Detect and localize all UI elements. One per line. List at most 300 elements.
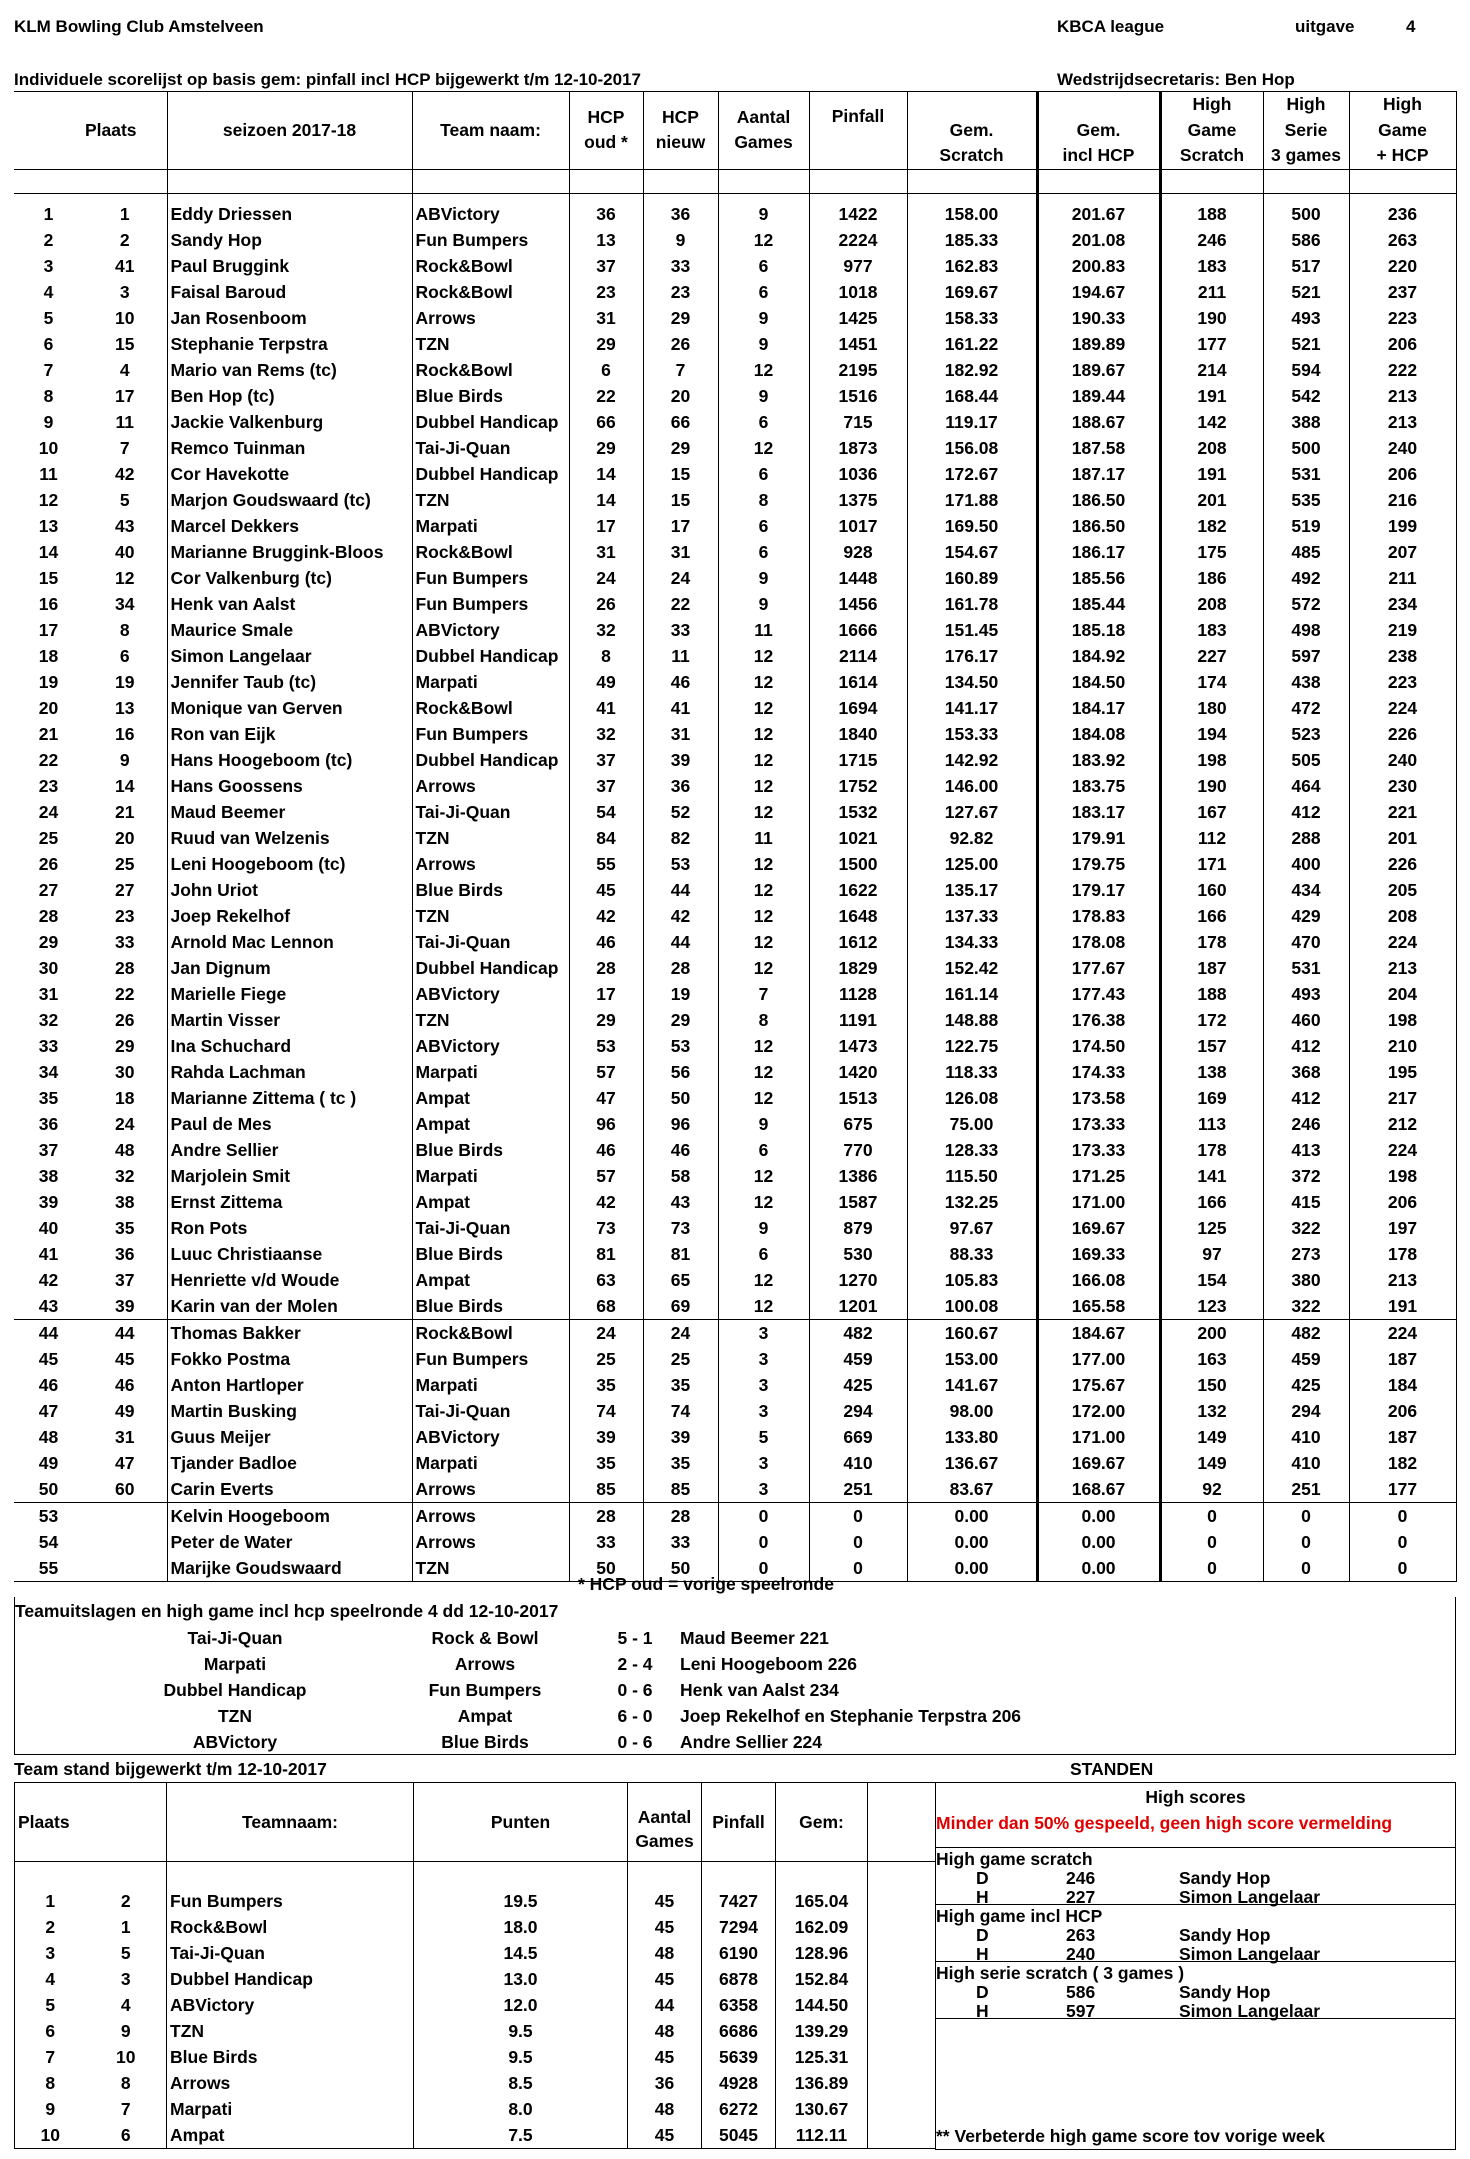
high-serie: 294: [1263, 1398, 1349, 1424]
games: 12: [718, 1267, 809, 1293]
high-game-scratch: 150: [1160, 1372, 1263, 1398]
high-score-player: Simon Langelaar: [1179, 2001, 1321, 2021]
gem-scratch: 162.83: [907, 253, 1037, 279]
pinfall: 879: [809, 1215, 907, 1241]
games: 12: [718, 721, 809, 747]
hcp-old: 57: [569, 1059, 643, 1085]
high-game-hcp: 213: [1349, 955, 1456, 981]
gem-hcp: 174.33: [1037, 1059, 1160, 1085]
high-game-hcp: 197: [1349, 1215, 1456, 1241]
pinfall: 1017: [809, 513, 907, 539]
pinfall: 1018: [809, 279, 907, 305]
pinfall: 1500: [809, 851, 907, 877]
group-divider: [936, 1904, 1455, 1905]
gem-hcp: 186.50: [1037, 487, 1160, 513]
high-serie: 0: [1263, 1555, 1349, 1582]
gem-scratch: 128.33: [907, 1137, 1037, 1163]
gem-scratch: 137.33: [907, 903, 1037, 929]
pinfall: 1873: [809, 435, 907, 461]
gem-scratch: 153.33: [907, 721, 1037, 747]
team-pinfall: 6272: [702, 2096, 776, 2122]
pinfall: 0: [809, 1502, 907, 1529]
prev-rank: 43: [115, 515, 135, 536]
games: 6: [718, 1137, 809, 1163]
games: 12: [718, 903, 809, 929]
high-game-scratch: 190: [1160, 773, 1263, 799]
pinfall: 1666: [809, 617, 907, 643]
table-row: [14, 721, 1456, 747]
high-game-hcp: 0: [1349, 1555, 1456, 1582]
games: 0: [718, 1555, 809, 1582]
result-high-game: Joep Rekelhof en Stephanie Terpstra 206: [680, 1706, 1022, 1726]
hcp-new: 36: [643, 773, 718, 799]
player-name: Guus Meijer: [167, 1424, 412, 1450]
table-row: [14, 1372, 1456, 1398]
games: 12: [718, 669, 809, 695]
prev-rank: 26: [115, 1009, 135, 1030]
pinfall: 1128: [809, 981, 907, 1007]
team-pinfall: 6190: [702, 1940, 776, 1966]
table-row: [15, 1888, 936, 1914]
hcp-old: 32: [569, 617, 643, 643]
team-name: Arrows: [412, 1502, 569, 1529]
prev-rank: 13: [115, 697, 135, 718]
rank: 31: [38, 983, 59, 1004]
player-name: Ina Schuchard: [167, 1033, 412, 1059]
team-results-title: Teamuitslagen en high game incl hcp speelronde 4 dd 12-10-2017: [15, 1601, 559, 1621]
team-points: 7.5: [414, 2122, 628, 2149]
high-serie: 482: [1263, 1319, 1349, 1346]
hcp-old: 41: [569, 695, 643, 721]
high-game-hcp: 238: [1349, 643, 1456, 669]
hcp-new: 52: [643, 799, 718, 825]
team-name: ABVictory: [412, 201, 569, 227]
player-name: Jennifer Taub (tc): [167, 669, 412, 695]
high-serie: 400: [1263, 851, 1349, 877]
team-standings-table: [14, 1782, 936, 2149]
hcp-new: 53: [643, 1033, 718, 1059]
pinfall: 1036: [809, 461, 907, 487]
team-name: Rock&Bowl: [412, 1319, 569, 1346]
gem-scratch: 169.50: [907, 513, 1037, 539]
high-score-value: 586: [1066, 1982, 1096, 2002]
high-serie: 288: [1263, 825, 1349, 851]
table-row: [15, 2070, 936, 2096]
group-divider: [936, 1961, 1455, 1962]
hcp-old: 63: [569, 1267, 643, 1293]
gem-scratch: 185.33: [907, 227, 1037, 253]
rank: 47: [38, 1400, 59, 1421]
high-game-hcp: 207: [1349, 539, 1456, 565]
high-scores-footer: ** Verbeterde high game score tov vorige week: [936, 2126, 1326, 2146]
high-score-gender: H: [976, 1944, 989, 1964]
player-name: Martin Busking: [167, 1398, 412, 1424]
gem-scratch: 161.14: [907, 981, 1037, 1007]
table-row: [14, 773, 1456, 799]
player-name: Ruud van Welzenis: [167, 825, 412, 851]
hcp-old: 35: [569, 1450, 643, 1476]
team-name: Fun Bumpers: [412, 227, 569, 253]
gem-hcp: 179.91: [1037, 825, 1160, 851]
standings-heading: STANDEN: [1070, 1759, 1154, 1779]
player-name: Fokko Postma: [167, 1346, 412, 1372]
pinfall: 2114: [809, 643, 907, 669]
gem-hcp: 184.92: [1037, 643, 1160, 669]
table-row: [14, 1529, 1456, 1555]
rank: 5: [43, 307, 54, 328]
table-row: [14, 1007, 1456, 1033]
pinfall: 2195: [809, 357, 907, 383]
gem-hcp: 172.00: [1037, 1398, 1160, 1424]
high-serie: 531: [1263, 955, 1349, 981]
hcp-old: 29: [569, 435, 643, 461]
result-score: 0 - 6: [617, 1680, 653, 1700]
player-name: Tjander Badloe: [167, 1450, 412, 1476]
gem-scratch: 148.88: [907, 1007, 1037, 1033]
high-serie: 429: [1263, 903, 1349, 929]
rank: 22: [38, 749, 59, 770]
gem-hcp: 201.08: [1037, 227, 1160, 253]
team-name: Dubbel Handicap: [412, 461, 569, 487]
team-name: Dubbel Handicap: [412, 643, 569, 669]
games: 6: [718, 461, 809, 487]
player-name: Marcel Dekkers: [167, 513, 412, 539]
high-game-scratch: 125: [1160, 1215, 1263, 1241]
table-row: [14, 1450, 1456, 1476]
games: 12: [718, 1059, 809, 1085]
team-points: 9.5: [414, 2018, 628, 2044]
hcp-new: 44: [643, 877, 718, 903]
prev-rank: 28: [115, 957, 135, 978]
player-name: Jan Dignum: [167, 955, 412, 981]
team-games: 48: [628, 2018, 702, 2044]
col-games: Aantal Games: [718, 92, 809, 170]
team-games: 48: [628, 1940, 702, 1966]
games: 3: [718, 1450, 809, 1476]
high-serie: 523: [1263, 721, 1349, 747]
rank: 12: [38, 489, 59, 510]
games: 9: [718, 305, 809, 331]
team-prev-rank: 5: [120, 1943, 131, 1963]
gem-scratch: 0.00: [907, 1529, 1037, 1555]
hcp-old: 68: [569, 1293, 643, 1320]
hcp-old: 37: [569, 253, 643, 279]
games: 12: [718, 955, 809, 981]
high-score-gender: H: [976, 2001, 989, 2021]
high-game-hcp: 206: [1349, 461, 1456, 487]
rank: 54: [38, 1531, 59, 1552]
pinfall: 1451: [809, 331, 907, 357]
high-score-player: Sandy Hop: [1179, 1982, 1271, 2002]
hcp-new: 29: [643, 305, 718, 331]
hcp-new: 28: [643, 1502, 718, 1529]
team-name: ABVictory: [167, 1992, 414, 2018]
hcp-old: 29: [569, 1007, 643, 1033]
high-game-hcp: 0: [1349, 1529, 1456, 1555]
table-row: [14, 851, 1456, 877]
high-game-hcp: 195: [1349, 1059, 1456, 1085]
table-row: [14, 513, 1456, 539]
result-home-team: Tai-Ji-Quan: [187, 1628, 283, 1648]
high-game-scratch: 188: [1160, 201, 1263, 227]
team-name: Marpati: [412, 669, 569, 695]
team-prev-rank: 10: [116, 2047, 136, 2067]
hcp-new: 50: [643, 1085, 718, 1111]
high-serie: 498: [1263, 617, 1349, 643]
player-name: Ron Pots: [167, 1215, 412, 1241]
player-name: Faisal Baroud: [167, 279, 412, 305]
team-name: Ampat: [412, 1111, 569, 1137]
high-serie: 273: [1263, 1241, 1349, 1267]
high-serie: 415: [1263, 1189, 1349, 1215]
gem-hcp: 179.75: [1037, 851, 1160, 877]
hcp-new: 69: [643, 1293, 718, 1320]
team-average: 152.84: [776, 1966, 868, 1992]
prev-rank: 10: [115, 307, 135, 328]
gem-scratch: 115.50: [907, 1163, 1037, 1189]
team-name: Rock&Bowl: [412, 539, 569, 565]
player-name: Jackie Valkenburg: [167, 409, 412, 435]
table-row: [15, 1966, 936, 1992]
team-name: Fun Bumpers: [412, 591, 569, 617]
prev-rank: 21: [115, 801, 135, 822]
rank: 49: [38, 1452, 59, 1473]
col-hcp-old: HCP oud *: [569, 92, 643, 170]
high-score-group-label: High serie scratch ( 3 games ): [936, 1963, 1185, 1983]
high-game-hcp: 211: [1349, 565, 1456, 591]
team-name: Tai-Ji-Quan: [412, 929, 569, 955]
hcp-new: 19: [643, 981, 718, 1007]
team-name: Tai-Ji-Quan: [412, 1398, 569, 1424]
rank: 17: [38, 619, 59, 640]
games: 12: [718, 1085, 809, 1111]
team-name: Blue Birds: [412, 1241, 569, 1267]
high-serie: 410: [1263, 1424, 1349, 1450]
team-name: Arrows: [412, 305, 569, 331]
hcp-new: 33: [643, 617, 718, 643]
rank: 38: [38, 1165, 59, 1186]
high-game-hcp: 187: [1349, 1424, 1456, 1450]
table-row: [14, 409, 1456, 435]
team-name: Tai-Ji-Quan: [412, 799, 569, 825]
games: 12: [718, 357, 809, 383]
games: 9: [718, 201, 809, 227]
high-game-hcp: 182: [1349, 1450, 1456, 1476]
high-game-scratch: 180: [1160, 695, 1263, 721]
hcp-old: 26: [569, 591, 643, 617]
player-name: Ben Hop (tc): [167, 383, 412, 409]
games: 8: [718, 487, 809, 513]
table-row: [14, 1346, 1456, 1372]
gem-hcp: 185.56: [1037, 565, 1160, 591]
hcp-new: 31: [643, 721, 718, 747]
games: 8: [718, 1007, 809, 1033]
hcp-old: 8: [569, 643, 643, 669]
games: 6: [718, 279, 809, 305]
hcp-new: 66: [643, 409, 718, 435]
pinfall: 1840: [809, 721, 907, 747]
high-serie: 412: [1263, 1033, 1349, 1059]
pinfall: 770: [809, 1137, 907, 1163]
player-name: Hans Goossens: [167, 773, 412, 799]
rank: 29: [38, 931, 59, 952]
hcp-new: 58: [643, 1163, 718, 1189]
high-game-hcp: 223: [1349, 669, 1456, 695]
table-row: [15, 2044, 936, 2070]
table-row: [14, 357, 1456, 383]
result-high-game: Maud Beemer 221: [680, 1628, 829, 1648]
col-team: Team naam:: [412, 92, 569, 170]
gem-scratch: 160.89: [907, 565, 1037, 591]
edition-number: 4: [1406, 17, 1416, 36]
hcp-old: 42: [569, 903, 643, 929]
team-pinfall: 5045: [702, 2122, 776, 2149]
pinfall: 0: [809, 1529, 907, 1555]
table-row: [14, 1476, 1456, 1503]
table-row: [14, 955, 1456, 981]
pinfall: 1420: [809, 1059, 907, 1085]
table-row: [14, 201, 1456, 227]
team-name: Arrows: [412, 851, 569, 877]
gem-hcp: 168.67: [1037, 1476, 1160, 1503]
hcp-old: 23: [569, 279, 643, 305]
high-game-scratch: 149: [1160, 1424, 1263, 1450]
high-game-hcp: 217: [1349, 1085, 1456, 1111]
high-game-scratch: 112: [1160, 825, 1263, 851]
hcp-new: 41: [643, 695, 718, 721]
player-name: Anton Hartloper: [167, 1372, 412, 1398]
hcp-new: 56: [643, 1059, 718, 1085]
prev-rank: 29: [115, 1035, 135, 1056]
gem-hcp: 171.00: [1037, 1189, 1160, 1215]
high-game-scratch: 174: [1160, 669, 1263, 695]
hcp-old: 31: [569, 539, 643, 565]
team-name: Blue Birds: [412, 1137, 569, 1163]
gem-hcp: 200.83: [1037, 253, 1160, 279]
hcp-new: 24: [643, 565, 718, 591]
col-gem-scratch: Gem. Scratch: [907, 92, 1037, 170]
high-serie: 500: [1263, 201, 1349, 227]
col-season: seizoen 2017-18: [167, 92, 412, 170]
team-standings-title: Team stand bijgewerkt t/m 12-10-2017: [14, 1759, 327, 1779]
rank: 44: [38, 1322, 59, 1343]
high-score-value: 597: [1066, 2001, 1096, 2021]
team-name: Marpati: [412, 1450, 569, 1476]
high-game-scratch: 123: [1160, 1293, 1263, 1320]
team-rank: 1: [15, 1888, 86, 1914]
hcp-new: 39: [643, 747, 718, 773]
games: 12: [718, 747, 809, 773]
team-games: 45: [628, 1888, 702, 1914]
gem-scratch: 136.67: [907, 1450, 1037, 1476]
result-score: 0 - 6: [617, 1732, 653, 1752]
team-rank: 8: [15, 2070, 86, 2096]
prev-rank: 11: [115, 411, 134, 432]
gem-hcp: 187.17: [1037, 461, 1160, 487]
hcp-new: 74: [643, 1398, 718, 1424]
gem-hcp: 177.00: [1037, 1346, 1160, 1372]
team-rank: 6: [15, 2018, 86, 2044]
high-game-hcp: 263: [1349, 227, 1456, 253]
player-name: Henk van Aalst: [167, 591, 412, 617]
high-game-hcp: 204: [1349, 981, 1456, 1007]
hcp-new: 28: [643, 955, 718, 981]
high-game-scratch: 141: [1160, 1163, 1263, 1189]
high-game-hcp: 236: [1349, 201, 1456, 227]
col-gem-hcp: Gem. incl HCP: [1037, 92, 1160, 170]
pinfall: 1422: [809, 201, 907, 227]
high-game-hcp: 0: [1349, 1502, 1456, 1529]
table-row: [14, 1033, 1456, 1059]
gem-scratch: 171.88: [907, 487, 1037, 513]
team-prev-rank: 6: [120, 2125, 131, 2145]
gem-scratch: 0.00: [907, 1502, 1037, 1529]
gem-scratch: 156.08: [907, 435, 1037, 461]
pinfall: 1270: [809, 1267, 907, 1293]
gem-scratch: 160.67: [907, 1319, 1037, 1346]
team-name: Marpati: [412, 1059, 569, 1085]
col-plaats: Plaats: [84, 119, 137, 140]
gem-scratch: 126.08: [907, 1085, 1037, 1111]
pinfall: 251: [809, 1476, 907, 1503]
team-games: 45: [628, 2044, 702, 2070]
high-score-value: 240: [1066, 1944, 1096, 1964]
team-name: TZN: [412, 331, 569, 357]
rank: 37: [38, 1139, 59, 1160]
rank: 48: [38, 1426, 59, 1447]
high-serie: 470: [1263, 929, 1349, 955]
high-score-value: 227: [1066, 1887, 1096, 1907]
table-row: [15, 1940, 936, 1966]
gem-hcp: 187.58: [1037, 435, 1160, 461]
gem-scratch: 98.00: [907, 1398, 1037, 1424]
gem-scratch: 0.00: [907, 1555, 1037, 1582]
high-serie: 438: [1263, 669, 1349, 695]
table-row: [15, 2122, 936, 2149]
team-name: Arrows: [412, 773, 569, 799]
result-away-team: Rock & Bowl: [431, 1628, 539, 1648]
pinfall: 928: [809, 539, 907, 565]
gem-scratch: 142.92: [907, 747, 1037, 773]
games: 0: [718, 1502, 809, 1529]
games: 9: [718, 383, 809, 409]
table-row: [14, 383, 1456, 409]
high-serie: 493: [1263, 981, 1349, 1007]
team-name: Arrows: [167, 2070, 414, 2096]
high-game-scratch: 182: [1160, 513, 1263, 539]
pinfall: 1448: [809, 565, 907, 591]
high-serie: 251: [1263, 1476, 1349, 1503]
player-name: Karin van der Molen: [167, 1293, 412, 1320]
high-serie: 412: [1263, 1085, 1349, 1111]
gem-hcp: 184.67: [1037, 1319, 1160, 1346]
high-game-scratch: 246: [1160, 227, 1263, 253]
hcp-old: 46: [569, 1137, 643, 1163]
pinfall: 1829: [809, 955, 907, 981]
team-rank: 9: [15, 2096, 86, 2122]
team-prev-rank: 4: [120, 1995, 131, 2015]
rank: 43: [38, 1295, 59, 1316]
team-name: TZN: [412, 903, 569, 929]
pinfall: 1201: [809, 1293, 907, 1320]
team-name: Ampat: [167, 2122, 414, 2149]
rank: 33: [38, 1035, 59, 1056]
high-serie: 322: [1263, 1215, 1349, 1241]
team-average: 139.29: [776, 2018, 868, 2044]
hcp-old: 6: [569, 357, 643, 383]
high-serie: 0: [1263, 1529, 1349, 1555]
gem-hcp: 175.67: [1037, 1372, 1160, 1398]
